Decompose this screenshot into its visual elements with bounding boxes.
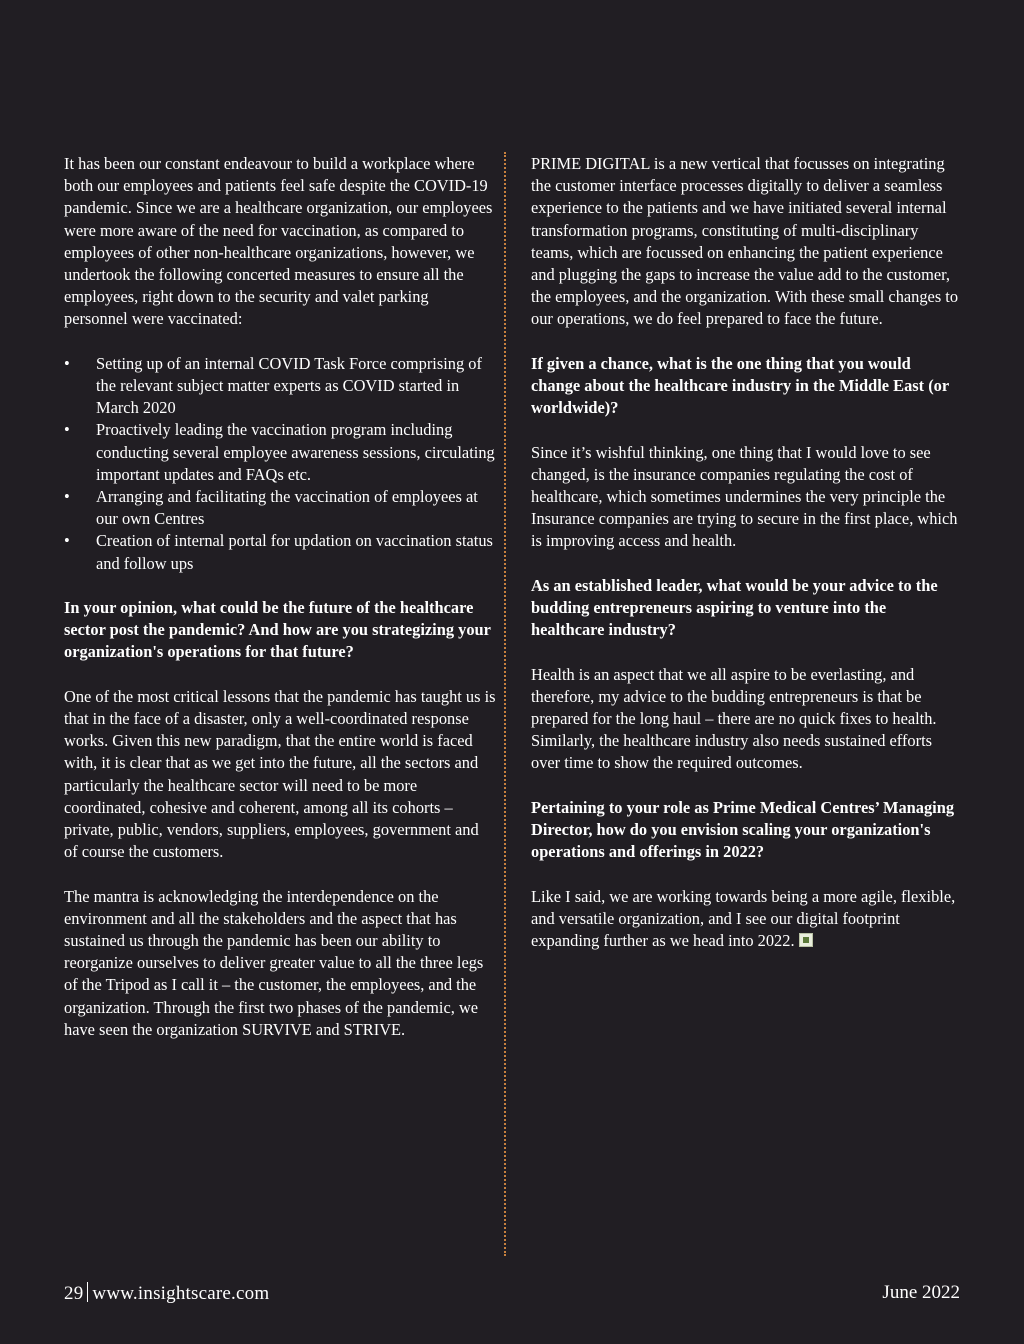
list-item: • Setting up of an internal COVID Task Force comprising of the relevant subject matter experts as COVID started in March 2020	[64, 353, 496, 420]
answer-paragraph: Since it’s wishful thinking, one thing that I would love to see changed, is the insurance companies regulating the cost of healthcare, which sometimes undermines the very principle the Insurance companies are trying to secure in the first place, which is improving access and health.	[531, 442, 958, 551]
intro-paragraph: It has been our constant endeavour to build a workplace where both our employees and patients feel safe despite the COVID-19 pandemic. Since we are a healthcare organization, our employees were more aware of the need for vaccination, as compared to employees of other non-healthcare organizations, however, we undertook the following concerted measures to ensure all the employees, right down to the security and valet parking personnel were vaccinated:	[64, 154, 493, 329]
left-column	[64, 153, 496, 1063]
column-divider	[504, 152, 506, 1256]
answer-paragraph: Health is an aspect that we all aspire to be everlasting, and therefore, my advice to the budding entrepreneurs is that be prepared for the long haul – there are no quick fixes to health. Similarly, the healthcare industry also needs sustained efforts over time to show the required outcomes.	[531, 664, 937, 773]
question-change-industry: If given a chance, what is the one thing that you would change about the healthcare industry in the Middle East (or worldwide)?	[531, 353, 949, 418]
closing-paragraph	[531, 886, 963, 953]
question-future-of-healthcare: In your opinion, what could be the future of the healthcare sector post the pandemic? And how are you strategizing your organization's operations for that future?	[64, 598, 491, 662]
closing-text: Like I said, we are working towards being a more agile, flexible, and versatile organization, and I see our digital footprint expanding further as we head into 2022.	[531, 886, 956, 951]
answer-paragraph: One of the most critical lessons that the pandemic has taught us is that in the face of a disaster, only a well-coordinated response works. Given this new paradigm, that the entire world is faced with, it is clear that as we get into the future, all the sectors and particularly the healthcare sector will need to be more coordinated, cohesive and coherent, among all its cohorts – private, public, vendors, suppliers, employees, government and of course the customers.	[64, 686, 496, 862]
issue-date: June 2022	[882, 1282, 960, 1303]
page-number: 29	[64, 1283, 84, 1304]
vaccination-measures-list	[64, 353, 496, 575]
question-scaling-operations: Pertaining to your role as Prime Medical Centres’ Managing Director, how do you envision scaling your organization's operations and offerings in 2022?	[531, 797, 955, 862]
prime-digital-paragraph: PRIME DIGITAL is a new vertical that focusses on integrating the customer interface processes digitally to deliver a seamless experience to the patients and we have initiated several internal transformation programs, constituting of multi-disciplinary teams, which are focussed on enhancing the patient experience and plugging the gaps to increase the value add to the customer, the employees, and the organization. With these small changes to our operations, we do feel prepared to face the future.	[531, 154, 959, 329]
right-column	[531, 153, 963, 974]
question-advice-entrepreneurs: As an established leader, what would be your advice to the budding entrepreneurs aspiring to venture into the healthcare industry?	[531, 575, 938, 640]
footer-separator	[87, 1282, 88, 1302]
footer-page-info	[64, 1282, 269, 1305]
list-item: • Arranging and facilitating the vaccination of employees at our own Centres	[64, 486, 496, 530]
end-of-article-icon	[799, 933, 813, 947]
list-item: • Proactively leading the vaccination program including conducting several employee awareness sessions, circulating important updates and FAQs etc.	[64, 419, 496, 486]
list-item: • Creation of internal portal for updation on vaccination status and follow ups	[64, 530, 496, 574]
answer-paragraph: The mantra is acknowledging the interdependence on the environment and all the stakeholders and the aspect that has sustained us through the pandemic has been our ability to reorganize ourselves to deliver greater value to all the three legs of the Tripod as I call it – the customer, the employees, and the organization. Through the first two phases of the pandemic, we have seen the organization SURVIVE and STRIVE.	[64, 886, 484, 1039]
website-link[interactable]: www.insightscare.com	[92, 1283, 270, 1304]
